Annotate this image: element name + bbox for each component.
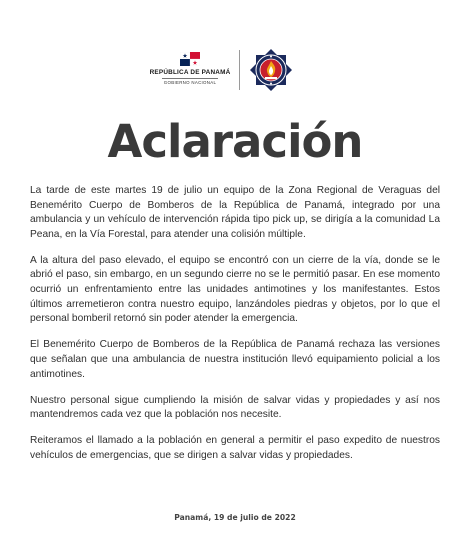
header-divider [239, 50, 240, 90]
paragraph-3: El Benemérito Cuerpo de Bomberos de la República de Panamá rechaza las versiones que señalan que una ambulancia de nuestra institución llevó equipamiento policial a los antimotines. [30, 339, 440, 380]
government-name: REPÚBLICA DE PANAMÁ [149, 69, 231, 76]
press-release-body [30, 184, 440, 475]
government-subtitle: GOBIERNO NACIONAL [163, 80, 217, 85]
page-title: Aclaración [107, 115, 363, 168]
paragraph-4: Nuestro personal sigue cumpliendo la misión de salvar vidas y propiedades y así nos mantendremos cada vez que la población nos necesite. [30, 394, 440, 421]
bomberos-seal-icon [249, 48, 293, 92]
paragraph-2: A la altura del paso elevado, el equipo se encontró con un cierre de la vía, donde se le abrió el paso, sin embargo, en un segundo cierre no se le permitió pasar. En ese momento ocurrió un enfrentamiento entre las unidades antimotines y los manifestantes. Estos últimos arremetieron contra nuestro equipo, lanzándoles piedras y objetos, por lo que el personal bomberil retornó sin poder atender la emergencia. [30, 254, 440, 325]
header [0, 48, 470, 92]
panama-flag-icon [180, 52, 200, 66]
footer-date: Panamá, 19 de julio de 2022 [174, 513, 296, 522]
paragraph-1: La tarde de este martes 19 de julio un equipo de la Zona Regional de Veraguas del Benemérito Cuerpo de Bomberos de la República de Panamá, integrado por una ambulancia y un vehículo de intervención rápida tipo pick up, se dirigía a la comunidad La Peana, en la Vía Forestal, para atender una colisión múltiple. [30, 185, 440, 240]
government-logo [148, 52, 232, 85]
paragraph-5: Reiteramos el llamado a la población en general a permitir el paso expedito de nuestros vehículos de emergencias, que se dirigen a salvar vidas y propiedades. [30, 435, 440, 461]
